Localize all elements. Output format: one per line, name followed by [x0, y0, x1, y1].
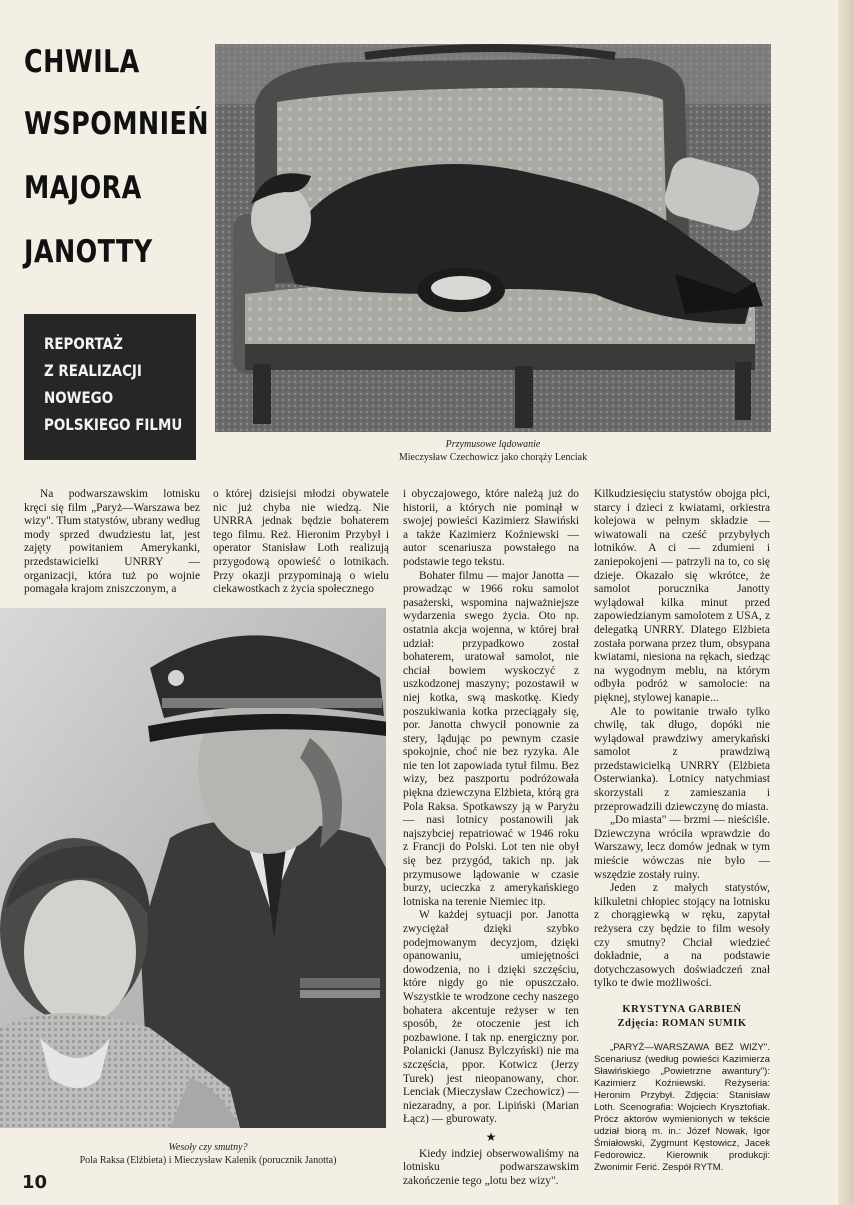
paragraph: W każdej sytuacji por. Janotta zwyciężał dzięki szybko podejmowanym decyzjom, dzięki opanowaniu, umiejętności dowodzenia, no i dzięki szczęściu, które nigdy go nie opuszczało. Wszystkie te wrodzone cechy naszego bohatera akcentuje reżyser w ten sposób, że otoczenie jest ich pozbawione. I tak np. energiczny por. Polanicki (Janusz Bylczyński) nie ma szczęścia, ppor. Kotwicz (Jerzy Turek) jest nieopanowany, chor. Lenciak (Mieczysław Czechowicz) — niezaradny, a por. Lipiński (Marian Łącz) — gburowaty.	[403, 909, 579, 1126]
sofa-photo	[215, 44, 771, 432]
title-line: CHWILA	[24, 44, 140, 80]
article-column-1	[24, 488, 200, 597]
film-credits-text: „PARYŻ—WARSZAWA BEZ WIZY". Scenariusz (według powieści Kazimierza Sławińskiego „Powietrzne awantury"): Kazimierz Koźniewski. Reżyseria: Heronim Przybył. Zdjęcia: Stanisław Loth. Scenografia: Wojciech Krysztofiak. Prócz aktorów wymienionych w tekście udział biorą m. in.: Józef Nowak, Igor Śmiałowski, Zygmunt Kęstowicz, Jacek Fedorowicz. Kierownik produkcji: Zwonimir Ferić. Zespół RYTM.	[594, 1042, 770, 1174]
paragraph: i obyczajowego, które należą już do historii, a których nie pominął w swojej powieści Kazimierz Sławiński a także Kazimierz Koźniewski — autor scenariusza powstałego na podstawie tego tekstu.	[403, 488, 579, 568]
subtitle-line: NOWEGO	[44, 388, 114, 407]
officer-woman-caption	[30, 1141, 386, 1167]
paragraph: „Do miasta" — brzmi — nieściśle. Dziewczyna wróciła wprawdzie do Warszawy, lecz domów jednak w tym mieście wówczas nie było — wszędzie zostały ruiny.	[594, 814, 770, 881]
caption-text: Pola Raksa (Elżbieta) i Mieczysław Kalenik (porucznik Janotta)	[79, 1155, 337, 1166]
page-edge	[838, 0, 854, 1205]
paragraph: Ale to powitanie trwało tylko chwilę, tak długo, dopóki nie wylądował prawdziwy amerykański samolot z prawdziwą przedstawicielką UNRRY (Elżbieta Osterwianka). Lotnicy natychmiast skorzystali z zamieszania i przeprowadzili dziewczynę do miasta.	[594, 705, 770, 813]
paragraph: Kiedy indziej obserwowaliśmy na lotnisku podwarszawskim zakończenie tego „lotu bez wizy".	[403, 1147, 579, 1187]
paragraph: o której dzisiejsi młodzi obywatele nic już chyba nie wiedzą. Nie UNRRA jednak będzie bohaterem tego filmu. Reż. Hieronim Przybył i operator Stanisław Loth realizują przygodową opowieść o lotnikach. Przy okazji przypominają o wielu ciekawostkach z życia społecznego	[213, 488, 389, 596]
caption-text: Mieczysław Czechowicz jako chorąży Lenciak	[398, 452, 588, 463]
paragraph: Jeden z małych statystów, kilkuletni chłopiec stojący na lotnisku z chorągiewką w ręku, zapytał reżysera czy będzie to film wesoły czy smutny? Chciał wiedzieć dokładnie, a na podstawie dotychczasowych doświadczeń znał tylko te dwie możliwości.	[594, 882, 770, 990]
article-column-3	[403, 488, 579, 1188]
film-credits	[594, 1042, 770, 1174]
sofa-photo-caption	[215, 438, 771, 464]
page-number: 10	[22, 1172, 48, 1193]
article-column-4	[594, 488, 770, 1174]
subtitle-line: REPORTAŻ	[44, 334, 123, 353]
subtitle-line: Z REALIZACJI	[44, 361, 142, 380]
title-line: JANOTTY	[24, 234, 153, 270]
subtitle-box	[24, 314, 196, 460]
officer-woman-photo	[0, 608, 386, 1128]
article-column-2	[213, 488, 389, 597]
paragraph: Na podwarszawskim lotnisku kręci się film „Paryż—Warszawa bez wizy". Tłum statystów, ubrany według mody sprzed dwudziestu lat, jest zajęty powitaniem Amerykanki, przedstawicielki UNRRY — organizacji, która tuż po wojnie pomagała krajom zniszczonym, a	[24, 488, 200, 596]
title-line: WSPOMNIEŃ	[24, 106, 209, 142]
paragraph: Kilkudziesięciu statystów obojga płci, starcy i dzieci z kwiatami, orkiestra kolejowa w pełnym składzie — wiwatowali na cześć przybyłych lotników. A ci — zdumieni i zaniepokojeni — patrzyli na to, co się dzieje. Okazało się wkrótce, że samolot porucznika Janotty wylądował kilka minut przed zapowiedzianym samolotem z USA, z delegatką UNRRY. Dlatego Elżbieta została porwana przez tłum, obsypana kwiatami, niesiona na rękach, siedząc na wygodnym meblu, na którym odbyła podróż w samolocie: na pięknej, stylowej kanapie...	[594, 488, 770, 704]
subtitle-line: POLSKIEGO FILMU	[44, 415, 183, 434]
sofa-scene-image	[215, 44, 771, 432]
photo-credit: Zdjęcia: ROMAN SUMIK	[617, 1017, 747, 1029]
paragraph: Bohater filmu — major Janotta — prowadząc w 1966 roku samolot pasażerski, wspomina najważniejsze wydarzenia swego życia. Oto np. ostatnia akcja wojenna, w której brał udział: przypadkowo został bohaterem, uratował samolot, nie chciał bowiem wyskoczyć z uszkodzonej maszyny; pozostawił w niej kotka, swą maskotkę. Kiedy poszukiwania kotka przeciągały się, por. Janotta chwycił ponownie za stery, lądując po pewnym czasie spokojnie, choć nie bez ryzyka. Ale nie ten lot zapowiada tytuł filmu. Bez wizy, bez paszportu podróżowała piękna dziewczyna Elżbieta, którą gra Pola Raksa. Spotkawszy ją w Paryżu — nasi lotnicy postanowili jak najszybciej repatriować w 1946 roku z Francji do Polski. Lot ten nie obył się bez przygód, takich np. jak przymusowe lądowanie w czasie burzy, ucieczka z amerykańskiego lotniska na terenie Niemiec itp.	[403, 569, 579, 908]
caption-title: Wesoły czy smutny?	[168, 1142, 248, 1153]
caption-title: Przymusowe lądowanie	[445, 439, 541, 450]
title-line: MAJORA	[24, 170, 142, 206]
officer-woman-image	[0, 608, 386, 1128]
section-star-icon: ★	[485, 1129, 497, 1144]
author-credit: KRYSTYNA GARBIEŃ	[622, 1003, 742, 1015]
